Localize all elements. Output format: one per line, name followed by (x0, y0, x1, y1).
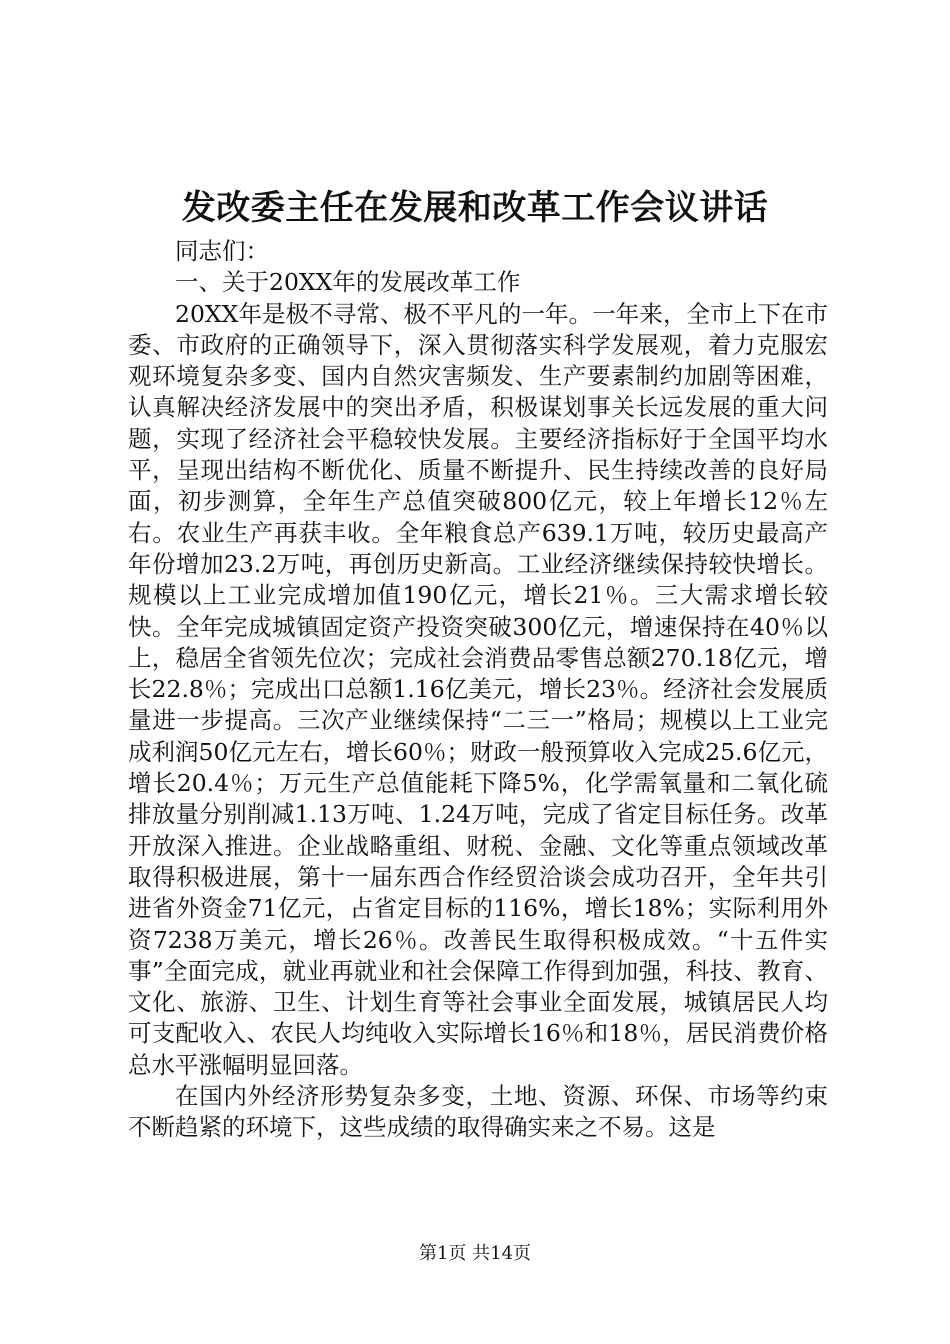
document-title: 发改委主任在发展和改革工作会议讲话 (181, 188, 769, 228)
section-heading: 一、关于20XX年的发展改革工作 (175, 268, 521, 297)
page-footer: 第1页 共14页 (418, 1243, 532, 1264)
document-body (128, 236, 828, 1144)
salutation: 同志们： (175, 237, 269, 265)
body-paragraph: 在国内外经济形势复杂多变，土地、资源、环保、市场等约束不断趋紧的环境下，这些成绩的取得确实来之不易。这是 (128, 1082, 828, 1142)
body-paragraph: 20XX年是极不寻常、极不平凡的一年。一年来，全市上下在市委、市政府的正确领导下，深入贯彻落实科学发展观，着力克服宏观环境复杂多变、国内自然灾害频发、生产要素制约加剧等困难，认真解决经济发展中的突出矛盾，积极谋划事关长远发展的重大问题，实现了经济社会平稳较快发展。主要经济指标好于全国平均水平，呈现出结构不断优化、质量不断提升、民生持续改善的良好局面，初步测算，全年生产总值突破800亿元，较上年增长12％左右。农业生产再获丰收。全年粮食总产639.1万吨，较历史最高产年份增加23.2万吨，再创历史新高。工业经济继续保持较快增长。规模以上工业完成增加值190亿元，增长21％。三大需求增长较快。全年完成城镇固定资产投资突破300亿元，增速保持在40％以上，稳居全省领先位次；完成社会消费品零售总额270.18亿元，增长22.8％；完成出口总额1.16亿美元，增长23％。经济社会发展质量进一步提高。三次产业继续保持“二三一”格局；规模以上工业完成利润50亿元左右，增长60％；财政一般预算收入完成25.6亿元，增长20.4％；万元生产总值能耗下降5%，化学需氧量和二氧化硫排放量分别削减1.13万吨、1.24万吨，完成了省定目标任务。改革开放深入推进。企业战略重组、财税、金融、文化等重点领域改革取得积极进展，第十一届东西合作经贸洽谈会成功召开，全年共引进省外资金71亿元，占省定目标的116%，增长18%；实际利用外资7238万美元，增长26％。改善民生取得积极成效。“十五件实事”全面完成，就业再就业和社会保障工作得到加强，科技、教育、文化、旅游、卫生、计划生育等社会事业全面发展，城镇居民人均可支配收入、农民人均纯收入实际增长16％和18％，居民消费价格总水平涨幅明显回落。 (128, 299, 828, 1079)
